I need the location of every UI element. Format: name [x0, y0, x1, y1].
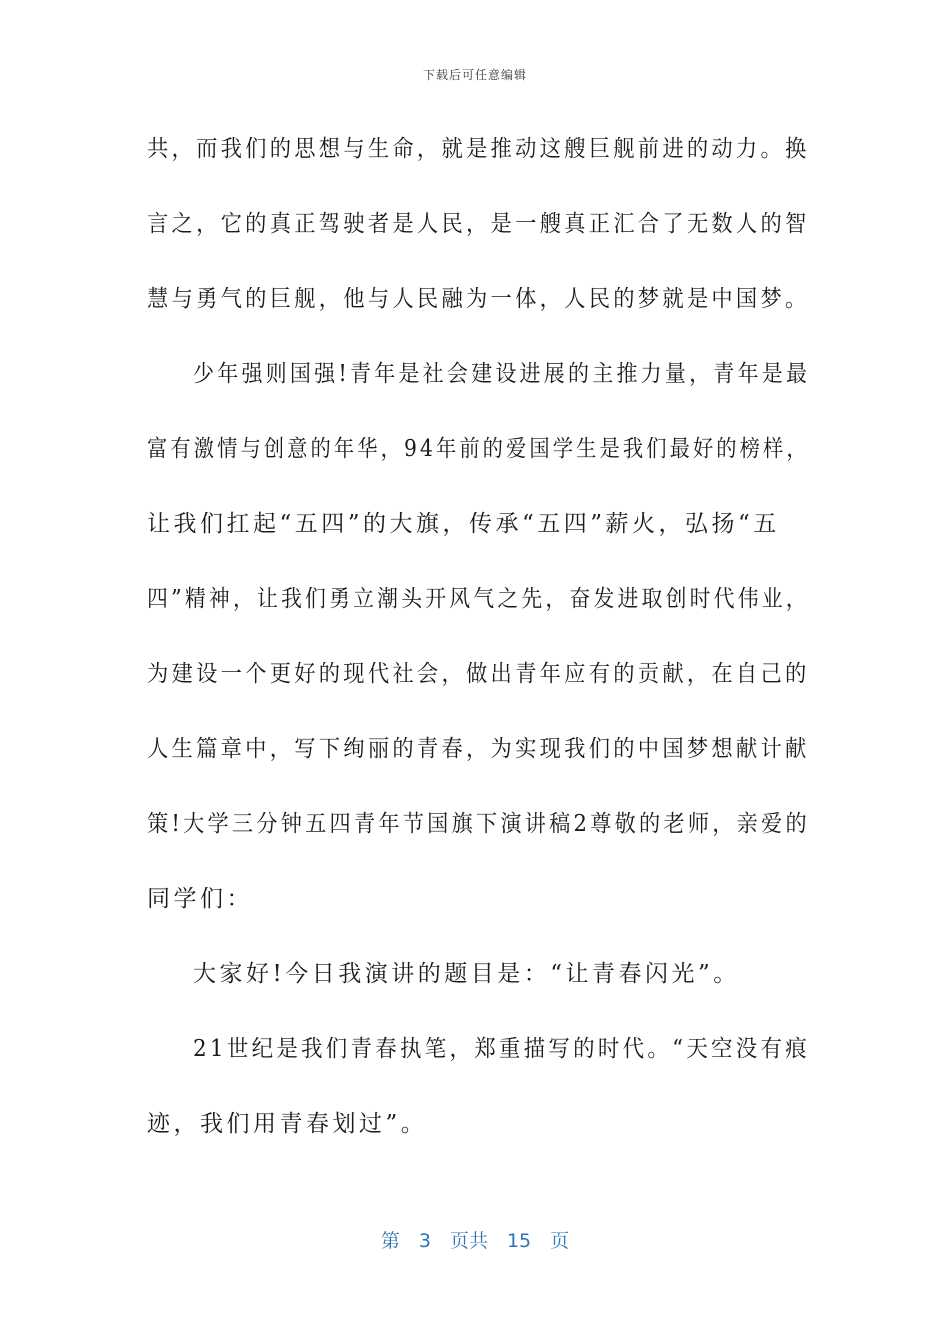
text-line: 四”精神，让我们勇立潮头开风气之先，奋发进取创时代伟业， — [147, 586, 810, 612]
text-line: 为建设一个更好的现代社会，做出青年应有的贡献，在自己的 — [147, 661, 810, 687]
text-line: 21世纪是我们青春执笔，郑重描写的时代。“天空没有痕 — [193, 1036, 811, 1062]
text-line: 人生篇章中，写下绚丽的青春，为实现我们的中国梦想献计献 — [147, 736, 810, 762]
text-line: 共，而我们的思想与生命，就是推动这艘巨舰前进的动力。换 — [147, 136, 810, 162]
text-line: 少年强则国强!青年是社会建设进展的主推力量，青年是最 — [193, 361, 811, 387]
page-number: 第 3 页共 15 页 — [380, 1230, 570, 1252]
text-line: 大家好!今日我演讲的题目是：“让青春闪光”。 — [193, 961, 740, 987]
header-note: 下载后可任意编辑 — [422, 68, 527, 82]
text-line: 言之，它的真正驾驶者是人民，是一艘真正汇合了无数人的智 — [147, 211, 810, 237]
text-line: 让我们扛起“五四”的大旗，传承“五四”薪火，弘扬“五 — [147, 511, 780, 537]
text-line: 富有激情与创意的年华，94年前的爱国学生是我们最好的榜样， — [147, 436, 810, 462]
text-line: 迹，我们用青春划过”。 — [147, 1111, 428, 1137]
text-line: 同学们： — [147, 886, 253, 912]
text-line: 策!大学三分钟五四青年节国旗下演讲稿2尊敬的老师，亲爱的 — [147, 811, 810, 837]
text-line: 慧与勇气的巨舰，他与人民融为一体，人民的梦就是中国梦。 — [147, 286, 810, 312]
